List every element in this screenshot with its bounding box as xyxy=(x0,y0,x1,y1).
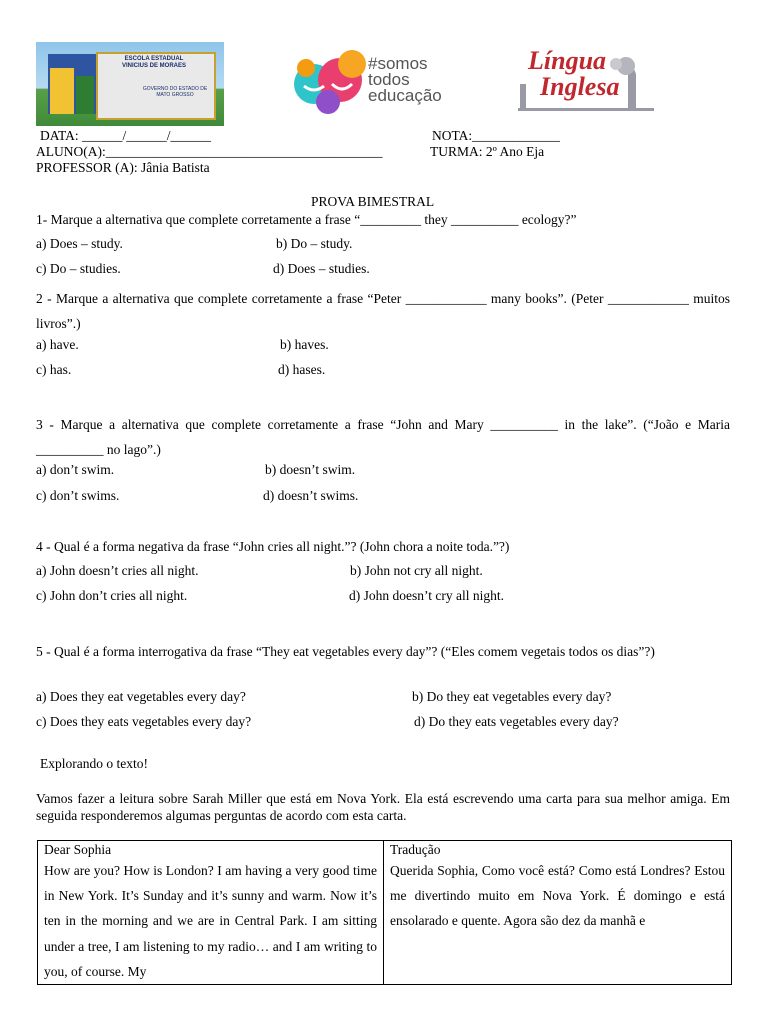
translation-heading: Tradução xyxy=(390,842,441,857)
q4-option-c: c) John don’t cries all night. xyxy=(36,588,188,603)
question-1-text: 1- Marque a alternativa que complete corretamente a frase “_________ they __________ ecology?” xyxy=(36,212,577,227)
letter-original-text: How are you? How is London? I am having a very good time in New York. It’s Sunday and it’s sunny and warm. Now it’s ten in the morning and we are in Central Park. I am sitting under a tree, I am listening to my radio… and I am writing to you, of course. My xyxy=(44,863,377,979)
q2-option-b: b) haves. xyxy=(280,337,329,352)
q5-option-d: d) Do they eats vegetables every day? xyxy=(414,714,619,729)
q1-option-a: a) Does – study. xyxy=(36,236,123,251)
q3-option-d: d) doesn’t swims. xyxy=(263,488,359,503)
lingua-inglesa-logo xyxy=(518,44,654,114)
smiling-faces-icon xyxy=(292,44,372,116)
building-door-green xyxy=(76,76,94,114)
student-name-field: ALUNO(A):_________________________________________ xyxy=(36,144,383,159)
reading-intro: Vamos fazer a leitura sobre Sarah Miller que está em Nova York. Ela está escrevendo uma carta para sua melhor amiga. Em seguida responderemos algumas perguntas de acordo com esta carta. xyxy=(36,791,730,823)
lingua-word: Língua xyxy=(528,46,607,75)
q4-option-d: d) John doesn’t cry all night. xyxy=(349,588,504,603)
q1-option-d: d) Does – studies. xyxy=(273,261,370,276)
q2-option-d: d) hases. xyxy=(278,362,326,377)
class-field: TURMA: 2º Ano Eja xyxy=(430,144,545,159)
q3-option-b: b) doesn’t swim. xyxy=(265,462,356,477)
question-2-text: 2 - Marque a alternativa que complete corretamente a frase “Peter ____________ many books”. (Peter ____________ muitos livros”.) xyxy=(36,291,730,331)
q3-option-a: a) don’t swim. xyxy=(36,462,115,477)
q2-option-c: c) has. xyxy=(36,362,72,377)
q3-option-c: c) don’t swims. xyxy=(36,488,120,503)
q5-option-a: a) Does they eat vegetables every day? xyxy=(36,689,246,704)
somos-line2: todos xyxy=(368,70,410,89)
inglesa-word: Inglesa xyxy=(540,72,620,101)
letter-original-cell xyxy=(38,841,384,985)
q1-option-c: c) Do – studies. xyxy=(36,261,121,276)
question-3-text: 3 - Marque a alternativa que complete corretamente a frase “John and Mary __________ in the lake”. (“João e Maria __________ no lago”.) xyxy=(36,417,730,457)
school-sign-line1: ESCOLA ESTADUAL xyxy=(124,56,184,62)
date-field: DATA: ______/______/______ xyxy=(40,128,212,143)
school-sign-line2: VINICIUS DE MORAES xyxy=(121,63,186,69)
question-4-text: 4 - Qual é a forma negativa da frase “John cries all night.”? (John chora a noite toda.”?) xyxy=(36,539,510,554)
somos-todos-educacao-logo xyxy=(292,44,472,116)
building-door xyxy=(50,68,74,114)
teacher-field: PROFESSOR (A): Jânia Batista xyxy=(36,160,210,175)
somos-line3: educação xyxy=(368,86,442,105)
somos-slogan xyxy=(368,56,442,104)
letter-table xyxy=(37,840,732,985)
letter-greeting: Dear Sophia xyxy=(44,842,112,857)
q4-option-a: a) John doesn’t cries all night. xyxy=(36,563,199,578)
school-sign-small: GOVERNO DO ESTADO DE MATO GROSSO xyxy=(142,86,208,98)
school-sign-text xyxy=(100,56,208,70)
q1-option-b: b) Do – study. xyxy=(276,236,353,251)
exam-title: PROVA BIMESTRAL xyxy=(311,194,435,209)
q5-option-b: b) Do they eat vegetables every day? xyxy=(412,689,612,704)
letter-translation-text: Querida Sophia, Como você está? Como está Londres? Estou me divertindo muito em Nova York. É domingo e está ensolarado e quente. Agora são dez da manhã e xyxy=(390,863,725,929)
q4-option-b: b) John not cry all night. xyxy=(350,563,483,578)
grade-field: NOTA:_____________ xyxy=(432,128,560,143)
somos-line1: #somos xyxy=(368,54,428,73)
q2-option-a: a) have. xyxy=(36,337,79,352)
q5-option-c: c) Does they eats vegetables every day? xyxy=(36,714,252,729)
school-building-logo xyxy=(36,42,224,126)
letter-translation-cell xyxy=(384,841,732,985)
section-title: Explorando o texto! xyxy=(40,756,148,771)
question-5-text: 5 - Qual é a forma interrogativa da frase “They eat vegetables every day”? (“Eles comem vegetais todos os dias”?) xyxy=(36,644,655,659)
